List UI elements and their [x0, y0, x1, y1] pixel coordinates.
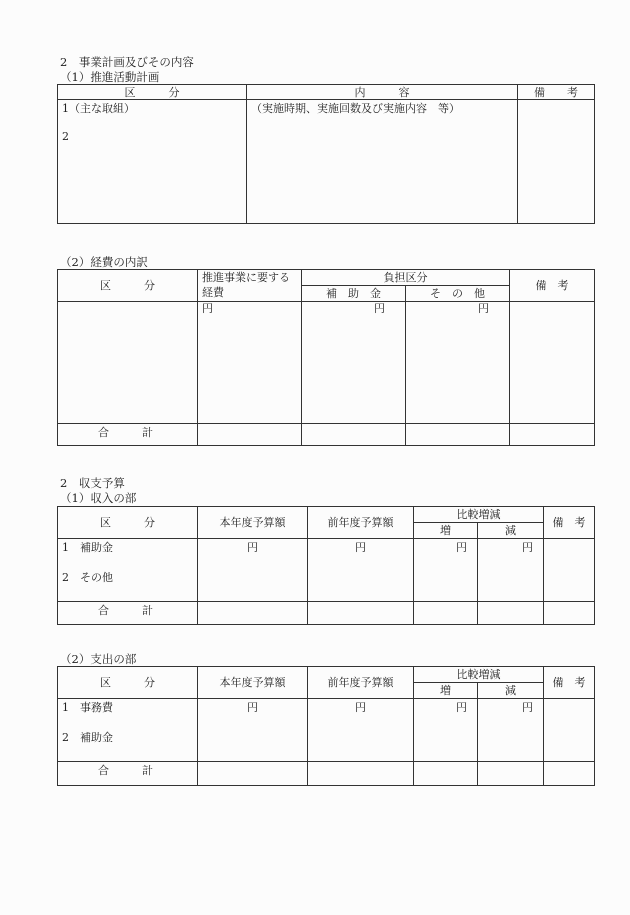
section-title-plan: 2 事業計画及びその内容 — [60, 55, 194, 69]
header-subsidy: 補 助 金 — [302, 286, 406, 302]
total-other-cell[interactable] — [406, 424, 510, 446]
header-remarks: 備 考 — [510, 270, 595, 302]
header-current-budget: 本年度予算額 — [198, 667, 308, 699]
yen-unit: 円 — [522, 701, 533, 714]
yen-unit: 円 — [522, 541, 533, 554]
income-item-2: 2 その他 — [62, 571, 113, 584]
expenditure-item-1: 1 事務費 — [62, 701, 113, 714]
expenditure-item-2: 2 補助金 — [62, 731, 113, 744]
current-budget-cell[interactable] — [198, 539, 308, 602]
expenditure-table — [57, 666, 595, 786]
remarks-cell[interactable] — [544, 539, 595, 602]
subsection-title-activity: （1）推進活動計画 — [60, 70, 160, 84]
section-title-budget: 2 収支予算 — [60, 476, 125, 490]
remarks-cell[interactable] — [544, 699, 595, 762]
header-content: 内 容 — [247, 85, 518, 100]
content-cell[interactable] — [247, 100, 518, 224]
header-increase: 増 — [414, 523, 478, 539]
increase-cell[interactable] — [414, 699, 478, 762]
category-cell[interactable] — [58, 539, 198, 602]
header-cost-line2: 経費 — [202, 286, 224, 299]
header-cost-line1: 推進事業に要する — [202, 271, 290, 284]
subsidy-cell[interactable] — [302, 302, 406, 424]
total-previous-cell[interactable] — [308, 602, 414, 625]
yen-unit: 円 — [456, 541, 467, 554]
content-hint: （実施時期、実施回数及び実施内容 等） — [251, 102, 460, 115]
total-label: 合 計 — [58, 762, 198, 786]
yen-unit: 円 — [247, 541, 258, 554]
category-cell[interactable] — [58, 100, 247, 224]
yen-unit: 円 — [355, 541, 366, 554]
cost-cell[interactable] — [198, 302, 302, 424]
header-burden: 負担区分 — [302, 270, 510, 286]
header-cost — [198, 270, 302, 302]
expenses-table — [57, 269, 595, 446]
yen-unit: 円 — [355, 701, 366, 714]
total-label: 合 計 — [58, 424, 198, 446]
header-remarks: 備 考 — [544, 507, 595, 539]
total-increase-cell[interactable] — [414, 762, 478, 786]
header-remarks: 備 考 — [518, 85, 595, 100]
header-previous-budget: 前年度予算額 — [308, 667, 414, 699]
header-category: 区 分 — [58, 507, 198, 539]
current-budget-cell[interactable] — [198, 699, 308, 762]
total-label: 合 計 — [58, 602, 198, 625]
header-comparison: 比較増減 — [414, 667, 544, 683]
header-comparison: 比較増減 — [414, 507, 544, 523]
subsection-title-expenses: （2）経費の内訳 — [60, 255, 148, 269]
increase-cell[interactable] — [414, 539, 478, 602]
header-category: 区 分 — [58, 85, 247, 100]
yen-unit: 円 — [247, 701, 258, 714]
total-previous-cell[interactable] — [308, 762, 414, 786]
category-cell[interactable] — [58, 699, 198, 762]
total-cost-cell[interactable] — [198, 424, 302, 446]
category-cell[interactable] — [58, 302, 198, 424]
total-subsidy-cell[interactable] — [302, 424, 406, 446]
yen-unit: 円 — [456, 701, 467, 714]
total-current-cell[interactable] — [198, 602, 308, 625]
remarks-cell[interactable] — [510, 302, 595, 424]
income-item-1: 1 補助金 — [62, 541, 113, 554]
yen-unit: 円 — [478, 302, 489, 315]
header-decrease: 減 — [478, 683, 544, 699]
other-cell[interactable] — [406, 302, 510, 424]
header-decrease: 減 — [478, 523, 544, 539]
decrease-cell[interactable] — [478, 539, 544, 602]
total-decrease-cell[interactable] — [478, 602, 544, 625]
subsection-title-expenditure: （2）支出の部 — [60, 652, 137, 666]
total-current-cell[interactable] — [198, 762, 308, 786]
header-remarks: 備 考 — [544, 667, 595, 699]
previous-budget-cell[interactable] — [308, 699, 414, 762]
total-remarks-cell[interactable] — [510, 424, 595, 446]
total-decrease-cell[interactable] — [478, 762, 544, 786]
subsection-title-income: （1）収入の部 — [60, 491, 137, 505]
remarks-cell[interactable] — [518, 100, 595, 224]
header-previous-budget: 前年度予算額 — [308, 507, 414, 539]
yen-unit: 円 — [374, 302, 385, 315]
previous-budget-cell[interactable] — [308, 539, 414, 602]
header-current-budget: 本年度予算額 — [198, 507, 308, 539]
header-other: そ の 他 — [406, 286, 510, 302]
decrease-cell[interactable] — [478, 699, 544, 762]
header-increase: 増 — [414, 683, 478, 699]
header-category: 区 分 — [58, 667, 198, 699]
category-item-1: 1（主な取組） — [62, 102, 135, 115]
total-increase-cell[interactable] — [414, 602, 478, 625]
activity-plan-table — [57, 84, 595, 224]
category-item-2: 2 — [62, 130, 69, 143]
yen-unit: 円 — [202, 302, 213, 315]
total-remarks-cell[interactable] — [544, 602, 595, 625]
total-remarks-cell[interactable] — [544, 762, 595, 786]
header-category: 区 分 — [58, 270, 198, 302]
income-table — [57, 506, 595, 625]
